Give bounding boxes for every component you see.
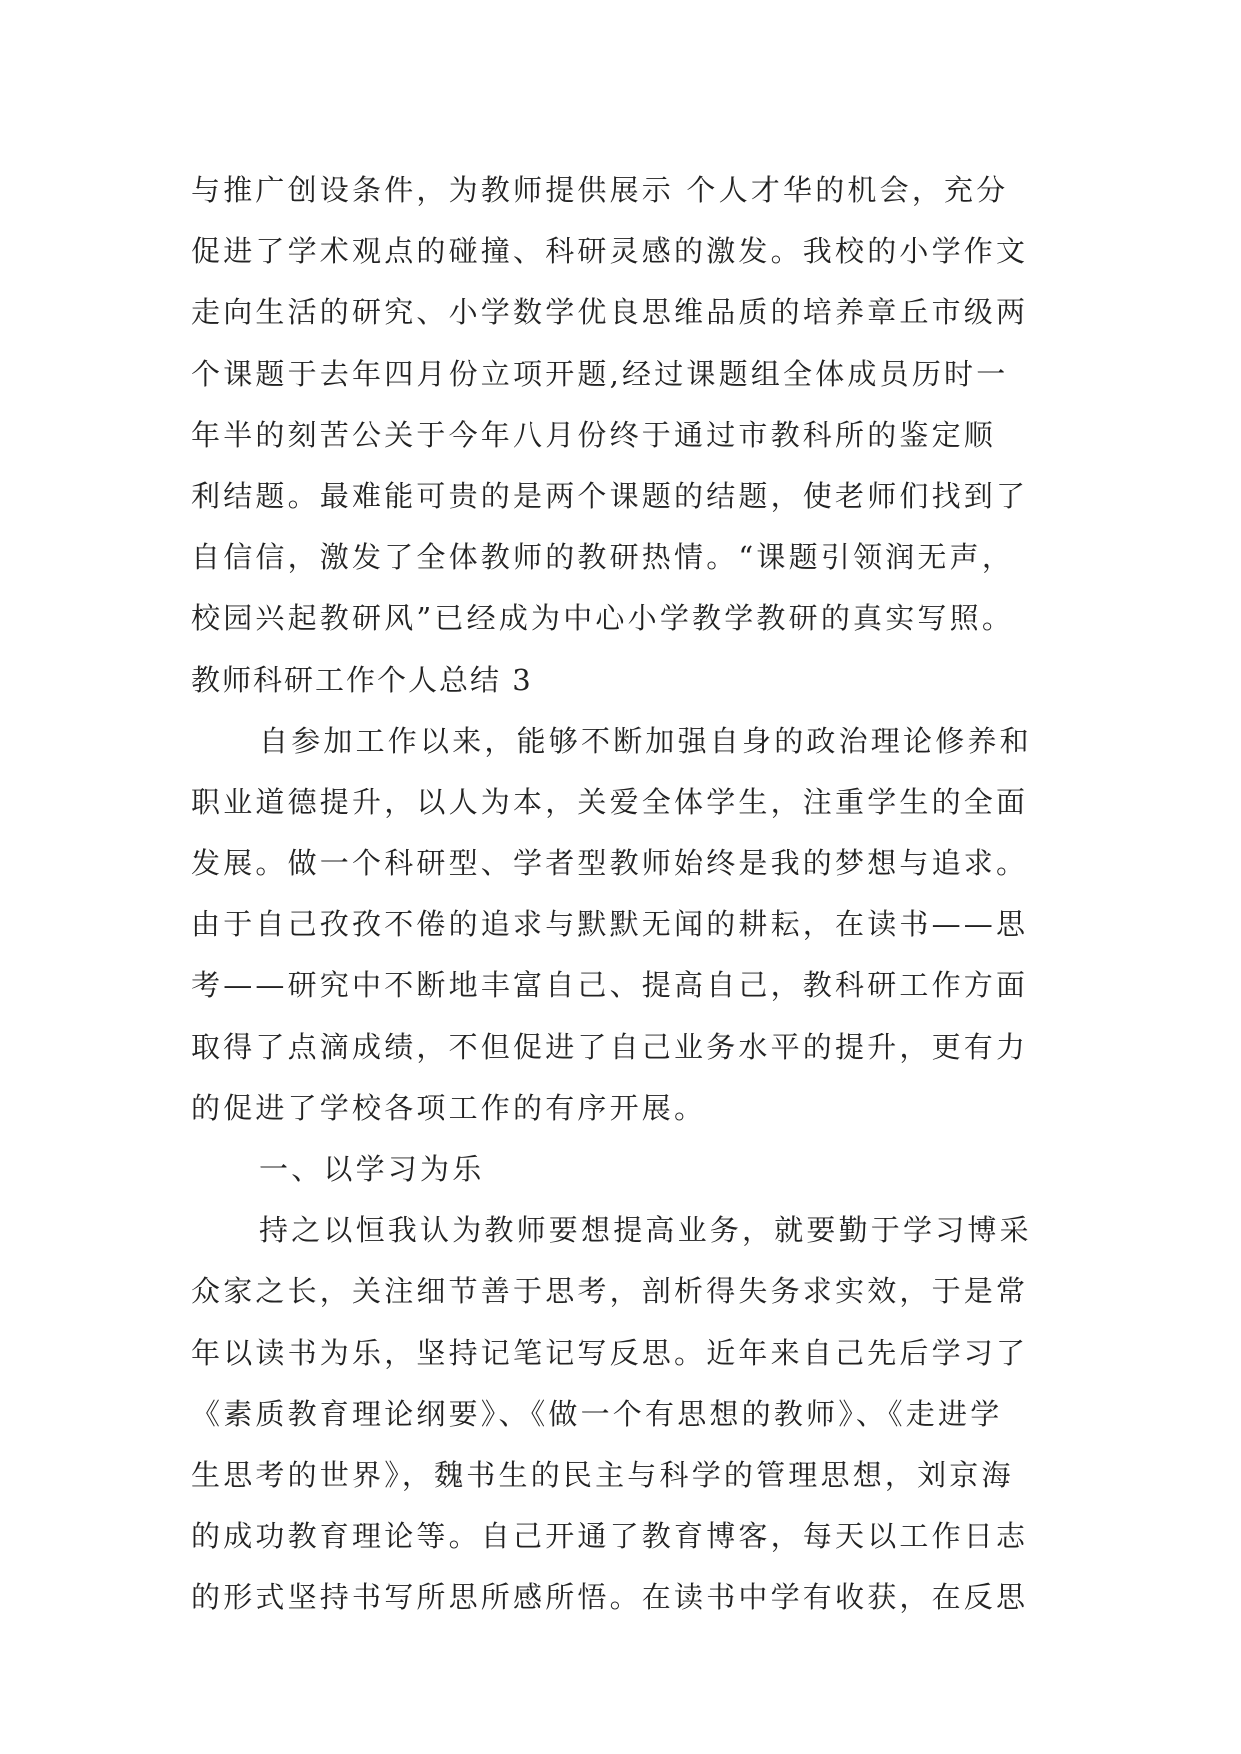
section-heading: 教师科研工作个人总结 3 bbox=[191, 662, 533, 697]
text-line: 发展。做一个科研型、学者型教师始终是我的梦想与追求。 bbox=[191, 846, 1029, 881]
text-line: 个课题于去年四月份立项开题,经过课题组全体成员历时一 bbox=[191, 356, 1009, 391]
text-line: 生思考的世界》，魏书生的民主与科学的管理思想，刘京海 bbox=[191, 1457, 1014, 1492]
text-line: 职业道德提升，以人为本，关爱全体学生，注重学生的全面 bbox=[191, 784, 1029, 819]
text-line: 年以读书为乐，坚持记笔记写反思。近年来自己先后学习了 bbox=[191, 1335, 1029, 1370]
text-line: 的形式坚持书写所思所感所悟。在读书中学有收获，在反思 bbox=[191, 1580, 1029, 1615]
text-line: 《素质教育理论纲要》、《做一个有思想的教师》、《走进学 bbox=[191, 1396, 1003, 1431]
text-line: 校园兴起教研风”已经成为中心小学教学教研的真实写照。 bbox=[191, 601, 1015, 636]
text-line: 走向生活的研究、小学数学优良思维品质的培养章丘市级两 bbox=[191, 295, 1029, 330]
text-line: 的促进了学校各项工作的有序开展。 bbox=[191, 1090, 707, 1125]
paragraph-start-line: 自参加工作以来，能够不断加强自身的政治理论修养和 bbox=[259, 723, 1032, 758]
text-line: 利结题。最难能可贵的是两个课题的结题，使老师们找到了 bbox=[191, 478, 1029, 513]
body-text bbox=[191, 160, 1091, 1629]
text-line: 自信信，激发了全体教师的教研热情。“课题引领润无声， bbox=[191, 540, 1015, 575]
paragraph-start-line: 持之以恒我认为教师要想提高业务，就要勤于学习博采 bbox=[259, 1213, 1032, 1248]
subsection-heading: 一、以学习为乐 bbox=[259, 1152, 485, 1186]
text-line: 的成功教育理论等。自己开通了教育博客，每天以工作日志 bbox=[191, 1519, 1029, 1554]
text-line: 众家之长，关注细节善于思考，剖析得失务求实效，于是常 bbox=[191, 1274, 1029, 1309]
text-line: 考——研究中不断地丰富自己、提高自己，教科研工作方面 bbox=[191, 968, 1029, 1003]
text-line: 与推广创设条件，为教师提供展示 个人才华的机会，充分 bbox=[191, 173, 1009, 207]
text-line: 促进了学术观点的碰撞、科研灵感的激发。我校的小学作文 bbox=[191, 234, 1029, 269]
text-line: 由于自己孜孜不倦的追求与默默无闻的耕耘，在读书——思 bbox=[191, 907, 1029, 942]
text-line: 取得了点滴成绩，不但促进了自己业务水平的提升，更有力 bbox=[191, 1029, 1029, 1064]
text-line: 年半的刻苦公关于今年八月份终于通过市教科所的鉴定顺 bbox=[191, 417, 997, 452]
